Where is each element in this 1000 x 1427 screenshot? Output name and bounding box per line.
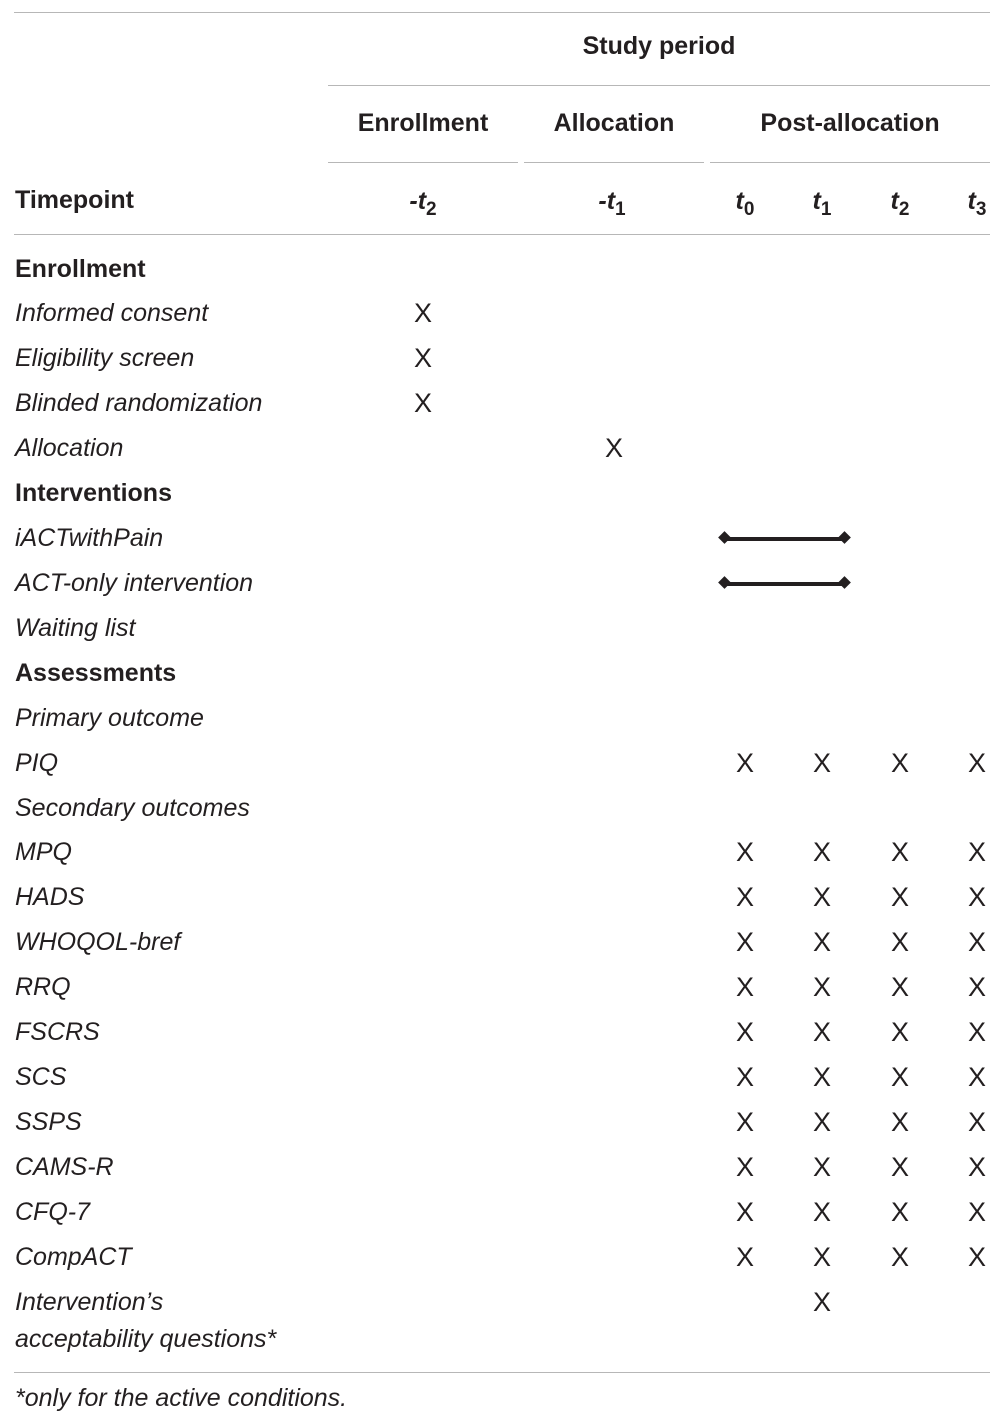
x-mark-t3: X (967, 1242, 987, 1272)
x-mark-t2: X (890, 837, 910, 867)
row-label: Secondary outcomes (15, 794, 250, 822)
timepoint-t1 (813, 186, 832, 225)
row-label: Waiting list (15, 614, 136, 642)
x-mark-t3: X (967, 748, 987, 778)
header-bottom-rule (14, 234, 990, 235)
x-mark-neg-t2: X (413, 298, 433, 328)
row-label: ACT-only intervention (15, 569, 254, 597)
row-label: Informed consent (15, 299, 209, 327)
x-mark-t1: X (812, 1287, 832, 1317)
timepoint-neg-t2-subscript: 2 (426, 199, 437, 220)
bar-end-diamond-icon (838, 576, 851, 589)
x-mark-t1: X (812, 1017, 832, 1047)
timepoint-neg-t2-symbol: -t (409, 187, 427, 215)
timepoint-neg-t2 (409, 186, 436, 225)
bar-start-diamond-icon (718, 531, 731, 544)
x-mark-t0: X (735, 748, 755, 778)
bar-start-diamond-icon (718, 576, 731, 589)
timepoint-t2-subscript: 2 (898, 199, 910, 220)
x-mark-t1: X (812, 927, 832, 957)
section-heading: Assessments (15, 659, 177, 687)
row-label: CAMS-R (15, 1153, 114, 1181)
timepoint-t3-subscript: 3 (975, 199, 987, 220)
x-mark-t3: X (967, 1197, 987, 1227)
x-mark-t3: X (967, 1107, 987, 1137)
x-mark-t2: X (890, 1152, 910, 1182)
x-mark-t0: X (735, 1017, 755, 1047)
x-mark-t3: X (967, 1062, 987, 1092)
row-label: HADS (15, 883, 85, 911)
timepoint-t1-subscript: 1 (820, 199, 832, 220)
bar-line (726, 537, 843, 541)
x-mark-t0: X (735, 1107, 755, 1137)
row-label: Blinded randomization (15, 389, 263, 417)
row-label-continued: acceptability questions* (15, 1325, 277, 1353)
enrollment-phase-rule (328, 162, 518, 163)
x-mark-t3: X (967, 837, 987, 867)
x-mark-t3: X (967, 1017, 987, 1047)
timepoint-t0 (736, 186, 755, 225)
x-mark-neg-t2: X (413, 343, 433, 373)
allocation-phase-rule (524, 162, 704, 163)
x-mark-t1: X (812, 1062, 832, 1092)
timepoint-t0-subscript: 0 (743, 199, 755, 220)
phase-post-allocation-heading: Post-allocation (760, 109, 940, 137)
x-mark-t1: X (812, 1197, 832, 1227)
row-label: Eligibility screen (15, 344, 195, 372)
timepoint-label: Timepoint (15, 186, 134, 214)
x-mark-t2: X (890, 748, 910, 778)
x-mark-t1: X (812, 837, 832, 867)
row-label: CFQ-7 (15, 1198, 90, 1226)
row-label: MPQ (15, 838, 72, 866)
timepoint-t1-symbol: t (812, 187, 821, 215)
x-mark-t0: X (735, 1062, 755, 1092)
row-label: RRQ (15, 973, 71, 1001)
section-heading: Interventions (15, 479, 172, 507)
study-period-rule (328, 85, 990, 86)
timepoint-neg-t1-subscript: 1 (615, 199, 626, 220)
x-mark-t3: X (967, 882, 987, 912)
study-period-heading: Study period (582, 32, 736, 60)
footnote: *only for the active conditions. (15, 1384, 348, 1412)
bar-end-diamond-icon (838, 531, 851, 544)
x-mark-t2: X (890, 1062, 910, 1092)
timepoint-t2 (891, 186, 910, 225)
row-label: SCS (15, 1063, 67, 1091)
x-mark-t1: X (812, 1107, 832, 1137)
row-label: FSCRS (15, 1018, 100, 1046)
x-mark-t1: X (812, 748, 832, 778)
row-label: iACTwithPain (15, 524, 164, 552)
x-mark-t2: X (890, 1017, 910, 1047)
x-mark-t0: X (735, 837, 755, 867)
phase-enrollment-heading: Enrollment (357, 109, 489, 137)
table-bottom-rule (14, 1372, 990, 1373)
x-mark-t1: X (812, 1152, 832, 1182)
x-mark-t0: X (735, 1152, 755, 1182)
x-mark-t0: X (735, 882, 755, 912)
x-mark-t3: X (967, 1152, 987, 1182)
x-mark-t1: X (812, 972, 832, 1002)
post-allocation-phase-rule (710, 162, 990, 163)
x-mark-t2: X (890, 1107, 910, 1137)
x-mark-t3: X (967, 927, 987, 957)
bar-line (726, 582, 843, 586)
row-label: SSPS (15, 1108, 82, 1136)
x-mark-t3: X (967, 972, 987, 1002)
row-label: Primary outcome (15, 704, 204, 732)
timepoint-neg-t1 (598, 186, 625, 225)
row-label: WHOQOL-bref (15, 928, 181, 956)
phase-allocation-heading: Allocation (553, 109, 675, 137)
x-mark-t0: X (735, 1197, 755, 1227)
x-mark-t0: X (735, 972, 755, 1002)
row-label: PIQ (15, 749, 59, 777)
timepoint-t0-symbol: t (735, 187, 744, 215)
x-mark-t2: X (890, 1242, 910, 1272)
x-mark-neg-t2: X (413, 388, 433, 418)
x-mark-t0: X (735, 927, 755, 957)
timepoint-neg-t1-symbol: -t (598, 187, 616, 215)
row-label: CompACT (15, 1243, 132, 1271)
timepoint-t3-symbol: t (967, 187, 976, 215)
x-mark-t2: X (890, 927, 910, 957)
section-heading: Enrollment (15, 255, 146, 283)
x-mark-t2: X (890, 1197, 910, 1227)
x-mark-t1: X (812, 1242, 832, 1272)
timepoint-t2-symbol: t (890, 187, 899, 215)
row-label: Allocation (15, 434, 124, 462)
x-mark-t1: X (812, 882, 832, 912)
x-mark-t2: X (890, 882, 910, 912)
x-mark-t2: X (890, 972, 910, 1002)
row-label: Intervention’s (15, 1288, 164, 1316)
top-rule (14, 12, 990, 13)
x-mark-neg-t1: X (604, 433, 624, 463)
x-mark-t0: X (735, 1242, 755, 1272)
timepoint-t3 (968, 186, 987, 225)
